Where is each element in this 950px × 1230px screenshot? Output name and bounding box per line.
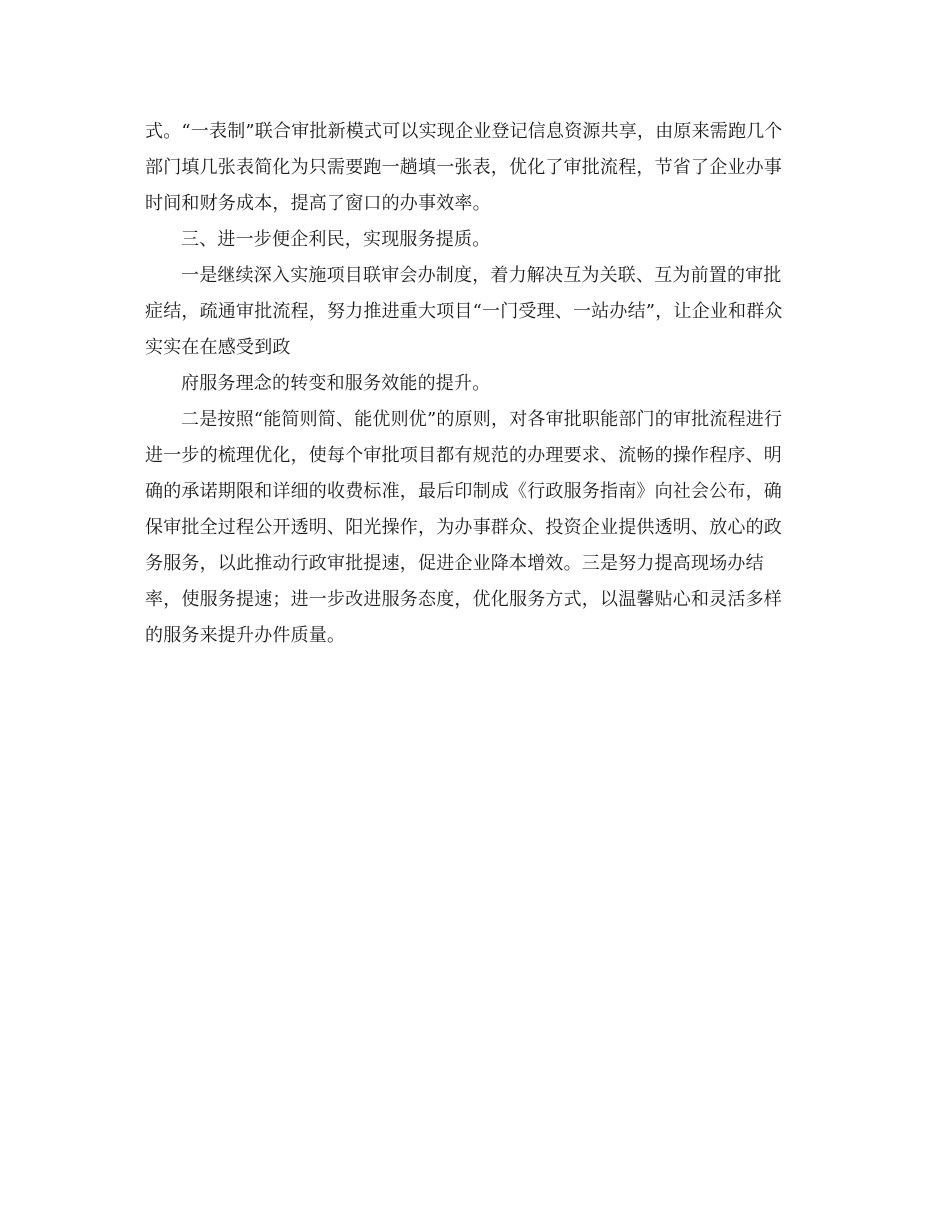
text-line: 务服务，以此推动行政审批提速，促进企业降本增效。三是努力提高现场办结	[145, 553, 764, 574]
text-line: 府服务理念的转变和服务效能的提升。	[181, 373, 491, 394]
text-line: 进一步的梳理优化，使每个审批项目都有规范的办理要求、流畅的操作程序、明	[145, 445, 782, 466]
text-line: 二是按照“能简则简、能优则优”的原则，对各审批职能部门的审批流程进行	[181, 409, 783, 430]
text-line: 确的承诺期限和详细的收费标准，最后印制成《行政服务指南》向社会公布，确	[145, 481, 782, 502]
text-line: 时间和财务成本，提高了窗口的办事效率。	[145, 193, 491, 214]
text-line: 症结，疏通审批流程，努力推进重大项目“一门受理、一站办结”，让企业和群众	[145, 301, 783, 322]
text-line: 一是继续深入实施项目联审会办制度，着力解决互为关联、互为前置的审批	[181, 265, 782, 286]
text-line: 实实在在感受到政	[145, 337, 291, 358]
text-line: 率，使服务提速；进一步改进服务态度，优化服务方式，以温馨贴心和灵活多样	[145, 589, 782, 610]
text-line: 部门填几张表简化为只需要跑一趟填一张表，优化了审批流程，节省了企业办事	[145, 157, 782, 178]
document-body	[145, 114, 800, 654]
text-line: 式。“一表制”联合审批新模式可以实现企业登记信息资源共享，由原来需跑几个	[145, 121, 783, 142]
section-heading: 三、进一步便企利民，实现服务提质。	[181, 229, 491, 250]
text-line: 保审批全过程公开透明、阳光操作，为办事群众、投资企业提供透明、放心的政	[145, 517, 782, 538]
text-line: 的服务来提升办件质量。	[145, 625, 346, 646]
